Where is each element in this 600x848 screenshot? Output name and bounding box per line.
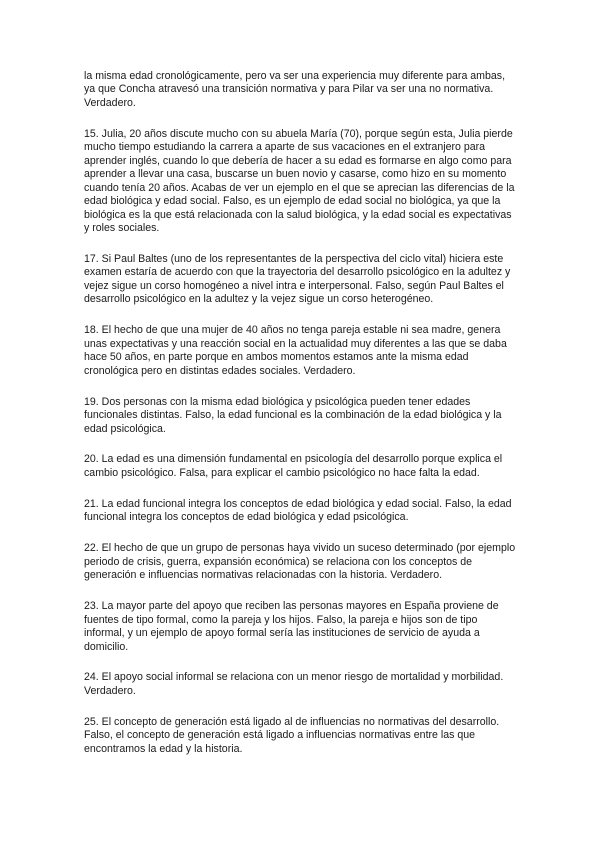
paragraph [84, 253, 534, 307]
text-line: 21. La edad funcional integra los conceptos de edad biológica y edad social. Falso, la edad [84, 497, 512, 510]
text-line: examen estaría de acuerdo con que la trayectoria del desarrollo psicológico en la adultez y [84, 266, 511, 279]
text-line: desarrollo psicológico en la adultez y la vejez sigue un corso heterogéneo. [84, 293, 434, 306]
text-line: cronológica pero en distintas edades sociales. Verdadero. [84, 364, 356, 377]
text-line: Verdadero. [84, 684, 136, 697]
text-line: Falso, el concepto de generación está ligado a influencias normativas entre las que [84, 729, 476, 742]
text-line: biológica es la que está relacionada con la salud biológica, y la edad social es expectativas [84, 208, 512, 221]
text-line: fuentes de tipo formal, como la pareja y los hijos. Falso, la pareja e hijos son de tipo [84, 613, 478, 626]
text-line: funcionales distintas. Falso, la edad funcional es la combinación de la edad biológica y la [84, 409, 502, 422]
text-line: 24. El apoyo social informal se relaciona con un menor riesgo de mortalidad y morbilidad. [84, 671, 504, 684]
paragraph [84, 600, 534, 654]
text-line: y roles sociales. [84, 222, 160, 235]
text-line: generación e influencias normativas relacionadas con la historia. Verdadero. [84, 569, 443, 582]
text-line: funcional integra los conceptos de edad biológica y edad psicológica. [84, 511, 409, 524]
text-line: mucho tiempo estudiando la carrera a aparte de sus vacaciones en el extranjero para [84, 141, 486, 154]
paragraph [84, 671, 534, 698]
text-line: encontramos la edad y la historia. [84, 742, 243, 755]
document-page [84, 70, 534, 774]
paragraph [84, 542, 534, 582]
text-line: 15. Julia, 20 años discute mucho con su abuela María (70), porque según esta, Julia pierde [84, 127, 513, 140]
text-line: 17. Si Paul Baltes (uno de los representantes de la perspectiva del ciclo vital) hiciera este [84, 252, 504, 265]
paragraph [84, 324, 534, 378]
paragraph [84, 128, 534, 236]
text-line: informal, y un ejemplo de apoyo formal sería las instituciones de servicio de ayuda a [84, 627, 480, 640]
text-line: unas expectativas y una reacción social en la actualidad muy diferentes a las que se daba [84, 337, 507, 350]
text-line: domicilio. [84, 640, 129, 653]
text-line: 20. La edad es una dimensión fundamental en psicología del desarrollo porque explica el [84, 453, 503, 466]
text-line: cambio psicológico. Falsa, para explicar el cambio psicológico no hace falta la edad. [84, 466, 480, 479]
text-line: hace 50 años, en parte porque en ambos momentos estamos ante la misma edad [84, 351, 469, 364]
text-line: la misma edad cronológicamente, pero va ser una experiencia muy diferente para ambas, [84, 70, 506, 82]
text-line: ya que Concha atravesó una transición normativa y para Pilar va ser una no normativa. [84, 83, 494, 96]
paragraph [84, 498, 534, 525]
text-line: edad psicológica. [84, 422, 166, 435]
paragraph [84, 716, 534, 756]
text-line: aprender a llevar una casa, buscarse un buen novio y casarse, como hizo en su momento [84, 168, 507, 181]
text-line: 18. El hecho de que una mujer de 40 años no tenga pareja estable ni sea madre, genera [84, 324, 501, 337]
paragraph [84, 396, 534, 436]
paragraph [84, 70, 534, 110]
text-line: 23. La mayor parte del apoyo que reciben las personas mayores en España proviene de [84, 600, 499, 613]
text-line: Verdadero. [84, 96, 136, 109]
text-line: 25. El concepto de generación está ligado al de influencias no normativas del desarrollo. [84, 715, 500, 728]
text-line: vejez sigue un corso homogéneo a nivel intra e interpersonal. Falso, según Paul Baltes el [84, 279, 504, 292]
text-line: 22. El hecho de que un grupo de personas haya vivido un suceso determinado (por ejemplo [84, 542, 516, 555]
paragraph [84, 453, 534, 480]
text-line: 19. Dos personas con la misma edad biológica y psicológica pueden tener edades [84, 395, 471, 408]
text-line: aprender inglés, cuando lo que debería de hacer a su edad es formarse en algo como para [84, 154, 512, 167]
text-line: periodo de crisis, guerra, expansión económica) se relaciona con los conceptos de [84, 555, 473, 568]
text-line: cuando tenía 20 años. Acabas de ver un ejemplo en el que se aprecian las diferencias de la [84, 181, 515, 194]
text-line: edad biológica y edad social. Falso, es un ejemplo de edad social no biológica, ya que la [84, 195, 501, 208]
